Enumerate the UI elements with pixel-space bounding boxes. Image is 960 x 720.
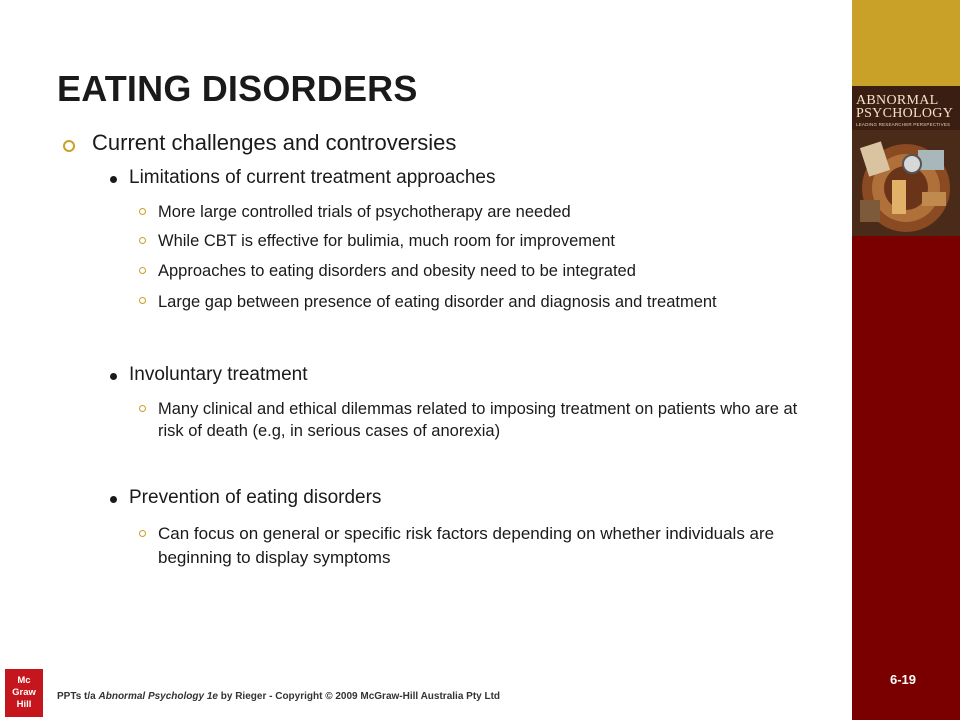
book-cover-title-line1: ABNORMAL: [856, 93, 939, 108]
bullet-ring-icon: [139, 208, 146, 215]
footer-suffix: by Rieger - Copyright © 2009 McGraw-Hill Australia Pty Ltd: [217, 691, 501, 702]
section-heading: Prevention of eating disorders: [129, 487, 382, 508]
list-item: More large controlled trials of psychotherapy are needed: [158, 203, 571, 221]
bullet-dot-icon: [110, 373, 117, 380]
list-item: Many clinical and ethical dilemmas related to imposing treatment on patients who are at risk of death (e.g, in serious cases of anorexia): [158, 400, 798, 440]
logo-line: Hill: [16, 699, 32, 710]
bullet-ring-icon: [139, 237, 146, 244]
book-cover-image: [852, 86, 960, 236]
footer-book-title: Abnormal Psychology 1e: [98, 691, 218, 702]
list-item: While CBT is effective for bulimia, much room for improvement: [158, 232, 615, 250]
bullet-ring-icon: [139, 297, 146, 304]
bullet-dot-icon: [110, 496, 117, 503]
book-cover-artwork: [852, 130, 960, 236]
main-bullet: Current challenges and controversies: [92, 130, 457, 155]
bullet-ring-icon: [139, 267, 146, 274]
footer-copyright: [57, 691, 500, 702]
mcgraw-hill-logo: [4, 668, 44, 718]
book-cover-subtitle: LEADING RESEARCHER PERSPECTIVES: [856, 122, 951, 127]
bullet-ring-icon: [139, 405, 146, 412]
section-heading: Limitations of current treatment approaches: [129, 167, 496, 188]
page-number: 6-19: [890, 672, 917, 687]
bullet-ring-icon: [139, 530, 146, 537]
book-cover-title: [856, 94, 956, 120]
footer-prefix: PPTs t/a: [57, 691, 99, 702]
list-item: Can focus on general or specific risk factors depending on whether individuals are beginning to display symptoms: [158, 524, 775, 567]
book-cover-title-line2: PSYCHOLOGY: [856, 106, 954, 121]
list-item: Approaches to eating disorders and obesity need to be integrated: [158, 262, 636, 280]
section-heading: Involuntary treatment: [129, 364, 308, 385]
logo-line: Graw: [12, 687, 36, 698]
sidebar-gold-band: [852, 0, 960, 86]
bullet-dot-icon: [110, 176, 117, 183]
logo-line: Mc: [17, 675, 31, 686]
bullet-ring-icon: [63, 140, 75, 152]
list-item: Large gap between presence of eating disorder and diagnosis and treatment: [158, 293, 717, 311]
slide-title: EATING DISORDERS: [57, 68, 418, 109]
